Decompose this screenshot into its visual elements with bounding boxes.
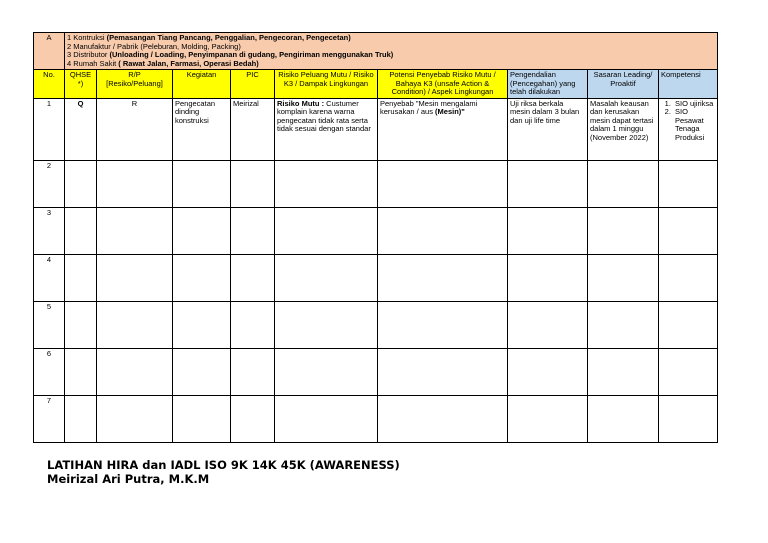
- hira-table: [33, 32, 718, 443]
- row-kompetensi: [659, 98, 718, 160]
- document-footer: [47, 458, 400, 486]
- row-no: 1: [34, 98, 65, 160]
- header-risiko: Risiko Peluang Mutu / Risiko K3 / Dampak Lingkungan: [275, 70, 378, 99]
- category-list: [65, 33, 718, 70]
- kompetensi-item: 2. SIO Pesawat Tenaga Produksi: [673, 108, 715, 142]
- category-label: A: [34, 33, 65, 70]
- row-pengendalian: Uji riksa berkala mesin dalam 3 bulan dan uji life time: [508, 98, 588, 160]
- header-pengendalian: Pengendalian (Pencegahan) yang telah dilakukan: [508, 70, 588, 99]
- header-rp: R/P [Resiko/Peluang]: [97, 70, 173, 99]
- kompetensi-item: 1. SIO ujiriksa: [673, 100, 715, 109]
- row-no: 5: [34, 301, 65, 348]
- row-no: 4: [34, 254, 65, 301]
- row-rp: R: [97, 98, 173, 160]
- table-row: [34, 160, 718, 207]
- table-row: [34, 348, 718, 395]
- header-kegiatan: Kegiatan: [173, 70, 231, 99]
- category-2: 2 Manufaktur / Pabrik (Peleburan, Molding, Packing): [67, 41, 241, 51]
- kompetensi-list: [661, 100, 715, 143]
- category-row: [34, 33, 718, 70]
- header-potensi: Potensi Penyebab Risiko Mutu / Bahaya K3 (unsafe Action & Condition) / Aspek Lingkungan: [378, 70, 508, 99]
- table-row: [34, 301, 718, 348]
- row-no: 2: [34, 160, 65, 207]
- footer-title: LATIHAN HIRA dan IADL ISO 9K 14K 45K (AWARENESS): [47, 458, 400, 472]
- row-no: 6: [34, 348, 65, 395]
- table-row: [34, 207, 718, 254]
- header-qhse: QHSE *): [65, 70, 97, 99]
- header-row: [34, 70, 718, 99]
- category-3: 3 Distributor (Unloading / Loading, Penyimpanan di gudang, Pengiriman menggunakan Truk): [67, 50, 394, 59]
- header-pic: PIC: [231, 70, 275, 99]
- table-row: [34, 254, 718, 301]
- header-kompetensi: Kompetensi: [659, 70, 718, 99]
- row-risiko: Risiko Mutu : Custumer komplain karena warna pengecatan tidak rata serta tidak sesuai dengan standar: [275, 98, 378, 160]
- row-qhse: Q: [65, 98, 97, 160]
- row-pic: Meirizal: [231, 98, 275, 160]
- row-no: 3: [34, 207, 65, 254]
- category-4: 4 Rumah Sakit ( Rawat Jalan, Farmasi, Operasi Bedah): [67, 58, 259, 68]
- footer-author: Meirizal Ari Putra, M.K.M: [47, 472, 210, 486]
- table-row: [34, 395, 718, 442]
- row-potensi: Penyebab "Mesin mengalami kerusakan / aus (Mesin)": [378, 98, 508, 160]
- header-no: No.: [34, 70, 65, 99]
- row-kegiatan: Pengecatan dinding konstruksi: [173, 98, 231, 160]
- table-row: [34, 98, 718, 160]
- row-sasaran: Masalah keausan dan kerusakan mesin dapat tertasi dalam 1 minggu (November 2022): [588, 98, 659, 160]
- header-sasaran: Sasaran Leading/ Proaktif: [588, 70, 659, 99]
- row-no: 7: [34, 395, 65, 442]
- category-1: 1 Kontruksi (Pemasangan Tiang Pancang, Penggalian, Pengecoran, Pengecetan): [67, 33, 351, 42]
